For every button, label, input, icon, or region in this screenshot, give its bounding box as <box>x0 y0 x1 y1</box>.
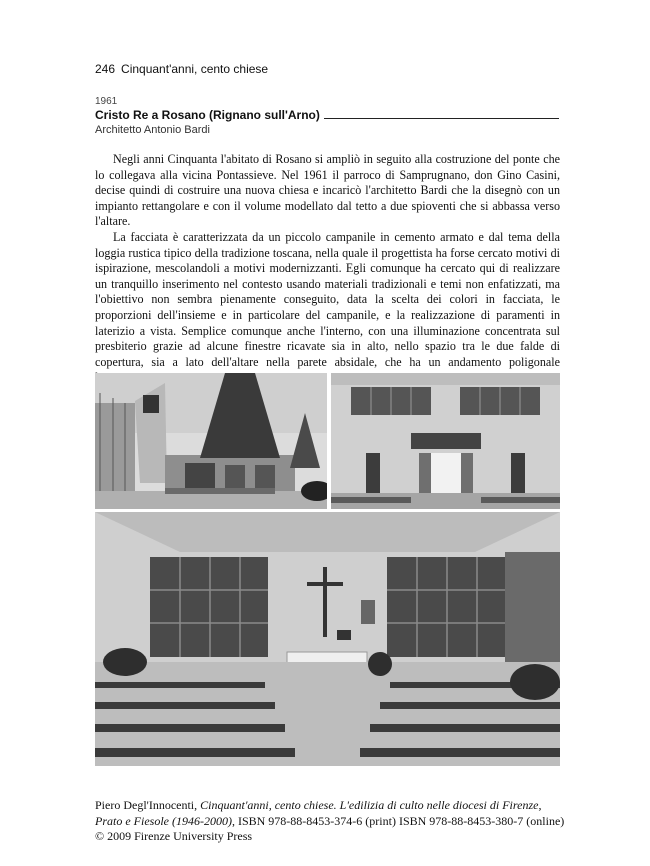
entry-title-row <box>95 108 559 122</box>
footer-citation <box>95 798 565 845</box>
entry-architect: Architetto Antonio Bardi <box>95 124 210 136</box>
footer-author: Piero Degl'Innocenti, <box>95 798 198 812</box>
footer-copyright: © 2009 Firenze University Press <box>95 829 253 843</box>
photo-exterior-facade <box>95 373 327 509</box>
entry-title: Cristo Re a Rosano (Rignano sull'Arno) <box>95 108 320 122</box>
footer-book-title: Cinquant'anni, cento chiese. L'edilizia di culto nelle diocesi di Firenze, Prato e Fiesole (1946-2000) <box>95 798 542 828</box>
footer-isbn: , ISBN 978-88-8453-374-6 (print) ISBN 978-88-8453-380-7 (online) <box>231 813 565 828</box>
photo-interior-entrance <box>331 373 560 509</box>
title-rule <box>324 118 559 119</box>
paragraph-2: La facciata è caratterizzata da un piccolo campanile in cemento armato e dal tema della loggia rustica tipico della tradizione toscana, nella quale il progettista ha forse cercato motivi di ispirazione, mescolandoli a motivi modernizzanti. Egli comunque ha cercato qui di realizzare un tranquillo inserimento nel contesto usando materiali tradizionali e temi non enfatizzati, ma l'obiettivo non sembra pienamente conseguito, data la scelta dei colori in facciata, le proporzioni dell'insieme e in particolare del campanile, e la realizzazione di paramenti in laterizio a vista. Semplice comunque anche l'interno, con una illuminazione concentrata sul presbiterio grazie ad alcune finestre ricavate sia in alto, nello spazio tra le due falde di copertura, sia a lato dell'altare nella parete absidale, che ha un andamento poligonale <box>95 229 560 369</box>
photo-interior-altar <box>95 512 560 766</box>
paragraph-1: Negli anni Cinquanta l'abitato di Rosano si ampliò in seguito alla costruzione del ponte che lo collegava alla vicina Pontassieve. Nel 1961 il parroco di Samprugnano, don Gino Casini, decise quindi di costruire una nuova chiesa e incaricò l'architetto Bardi che la disegnò con un impianto rettangolare e con il volume modellato dal tetto a due spioventi che si abbassa verso l'altare. <box>95 152 560 229</box>
entry-year: 1961 <box>95 96 118 107</box>
page-number: 246 <box>95 62 116 76</box>
running-head <box>95 62 274 76</box>
book-title: Cinquant'anni, cento chiese <box>121 62 269 76</box>
body-text <box>95 152 560 386</box>
